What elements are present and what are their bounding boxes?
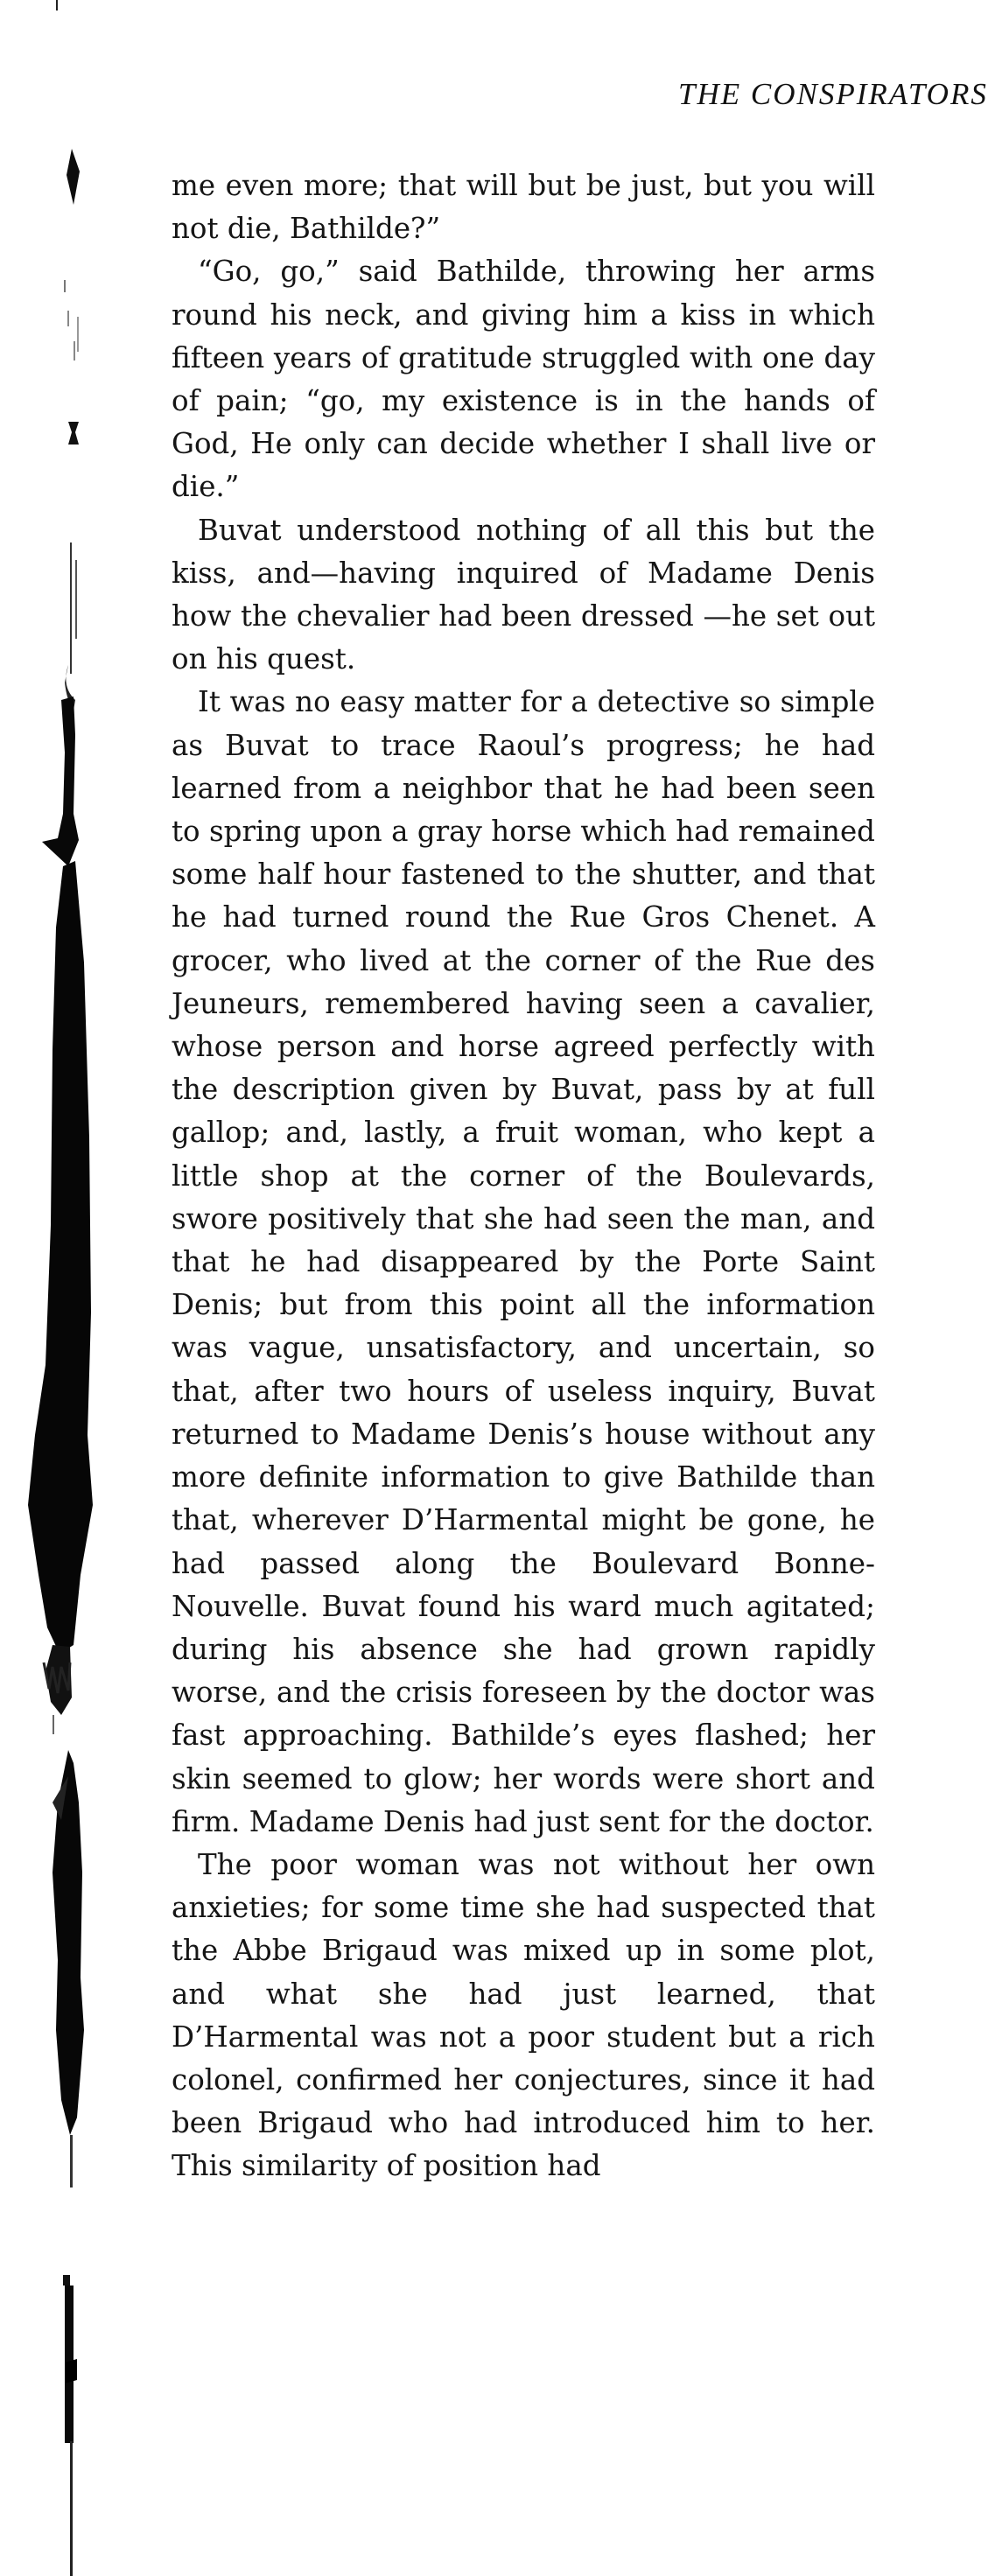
running-head: THE CONSPIRATORS xyxy=(678,77,988,111)
paragraph-1: me even more; that will but be just, but you will not die, Bathilde?” xyxy=(172,169,875,246)
binding-tick-top xyxy=(56,0,58,10)
binding-gutter xyxy=(0,0,96,2576)
scan-binding-artifacts xyxy=(0,0,96,2576)
paragraph-2: “Go, go,” said Bathilde, throwing her arms round his neck, and giving him a kiss in which fifteen years of gratitude struggled with one day of pain; “go, my existence is in the hands of God, He only can decide whether I shall live or die.” xyxy=(172,255,875,504)
binding-stitch-main xyxy=(28,861,93,1654)
paragraph-3: Buvat understood nothing of all this but the kiss, and—having inquired of Madame Denis how the chevalier had been dressed —he set out on his quest. xyxy=(172,513,875,676)
binding-mark-cross xyxy=(68,422,79,444)
text-column xyxy=(172,164,875,2188)
binding-stitch-upper xyxy=(42,696,79,866)
paragraph-4: It was no easy matter for a detective so simple as Buvat to trace Raoul’s progress; he had learned from a neighbor that he had been seen to spring upon a gray horse which had remained some half hour fastened to the shutter, and that he had turned round the Rue Gros Chenet. A grocer, who lived at the corner of the Rue des Jeuneurs, remembered having seen a cavalier, whose person and horse agreed perfectly with the description given by Buvat, pass by at full gallop; and, lastly, a fruit woman, who kept a little shop at the corner of the Boulevards, swore positively that she had seen the man, and that he had disappeared by the Porte Saint Denis; but from this point all the information was vague, unsatisfactory, and uncertain, so that, after two hours of useless inquiry, Buvat returned to Madame Denis’s house without any more definite information to give Bathilde than that, wherever D’Harmental might be gone, he had passed along the Boulevard Bonne-Nouvelle. Buvat found his ward much agitated; during his absence she had grown rapidly worse, and the crisis foreseen by the doctor was fast approaching. Bathilde’s eyes flashed; her skin seemed to glow; her words were short and firm. Madame Denis had just sent for the doctor. xyxy=(172,685,875,1838)
paragraph-5: The poor woman was not without her own anxieties; for some time she had suspected that the Abbe Brigaud was mixed up in some plot, and what she had just learned, that D’Harmental was not a poor student but a rich colonel, confirmed her conjectures, since it had been Brigaud who had introduced him to her. This similarity of position had xyxy=(172,1847,875,2183)
binding-mark-diamond xyxy=(67,149,80,205)
